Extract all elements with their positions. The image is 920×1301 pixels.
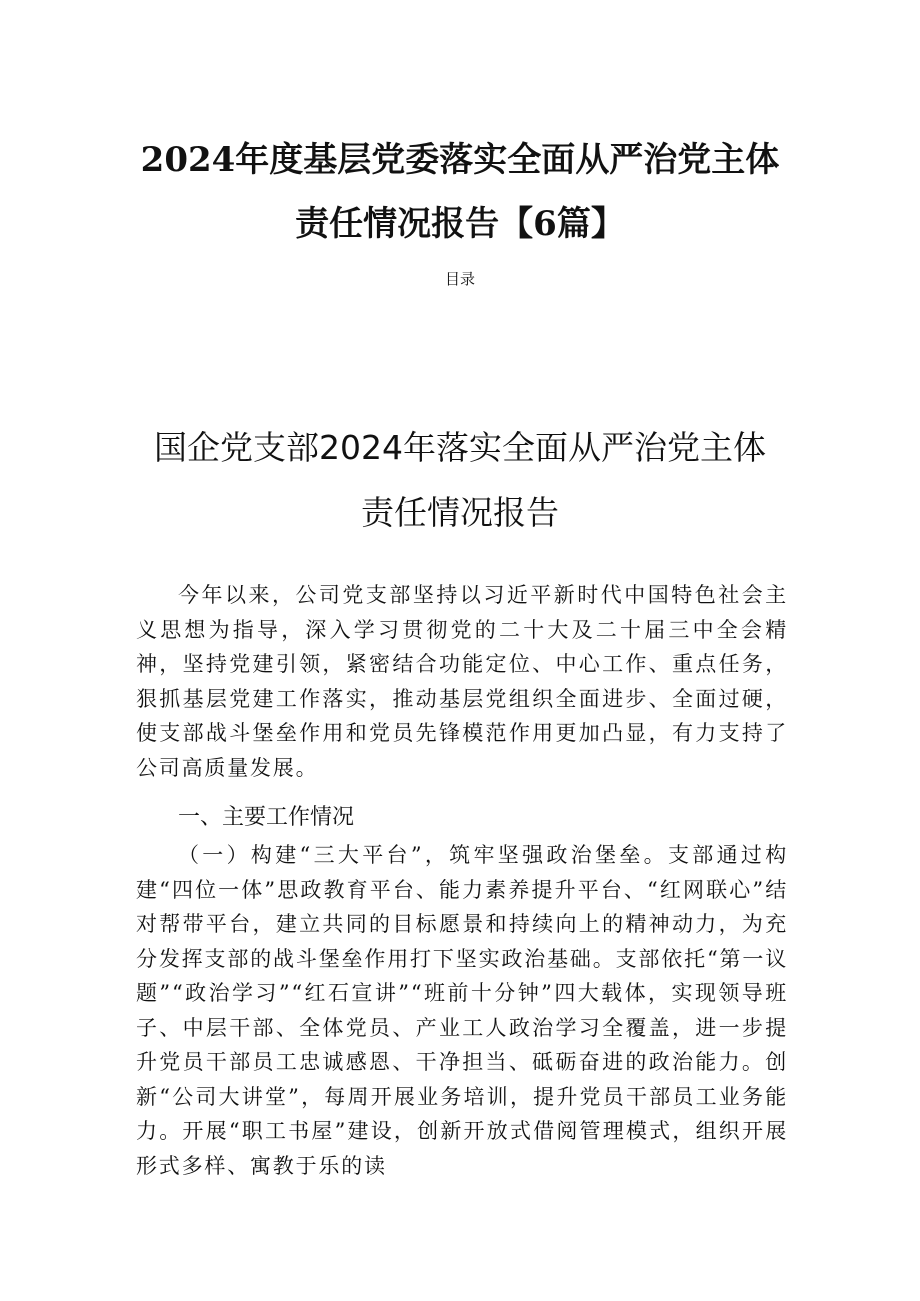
- toc-label: 目录: [444, 270, 475, 288]
- section-title-line2: 责任情况报告: [361, 493, 559, 532]
- heading-main-work: 一、主要工作情况: [178, 805, 355, 830]
- document-title-line1: 2024年度基层党委落实全面从严治党主体: [140, 140, 780, 180]
- document-title-line2: 责任情况报告【6篇】: [295, 204, 625, 244]
- section-title-line1: 国企党支部2024年落实全面从严治党主体: [154, 428, 766, 467]
- paragraph-platforms: （一）构建“三大平台”，筑牢坚强政治堡垒。支部通过构建“四位一体”思政教育平台、能力素养提升平台、“红网联心”结对帮带平台，建立共同的目标愿景和持续向上的精神动力，为充分发挥支部的战斗堡垒作用打下坚实政治基础。支部依托“第一议题”“政治学习”“红石宣讲”“班前十分钟”四大载体，实现领导班子、中层干部、全体党员、产业工人政治学习全覆盖，进一步提升党员干部员工忠诚感恩、干净担当、砥砺奋进的政治能力。创新“公司大讲堂”，每周开展业务培训，提升党员干部员工业务能力。开展“职工书屋”建设，创新开放式借阅管理模式，组织开展形式多样、寓教于乐的读: [136, 843, 788, 1178]
- paragraph-intro: 今年以来，公司党支部坚持以习近平新时代中国特色社会主义思想为指导，深入学习贯彻党的二十大及二十届三中全会精神，坚持党建引领，紧密结合功能定位、中心工作、重点任务，狠抓基层党建工作落实，推动基层党组织全面进步、全面过硬，使支部战斗堡垒作用和党员先锋模范作用更加凸显，有力支持了公司高质量发展。: [136, 583, 788, 780]
